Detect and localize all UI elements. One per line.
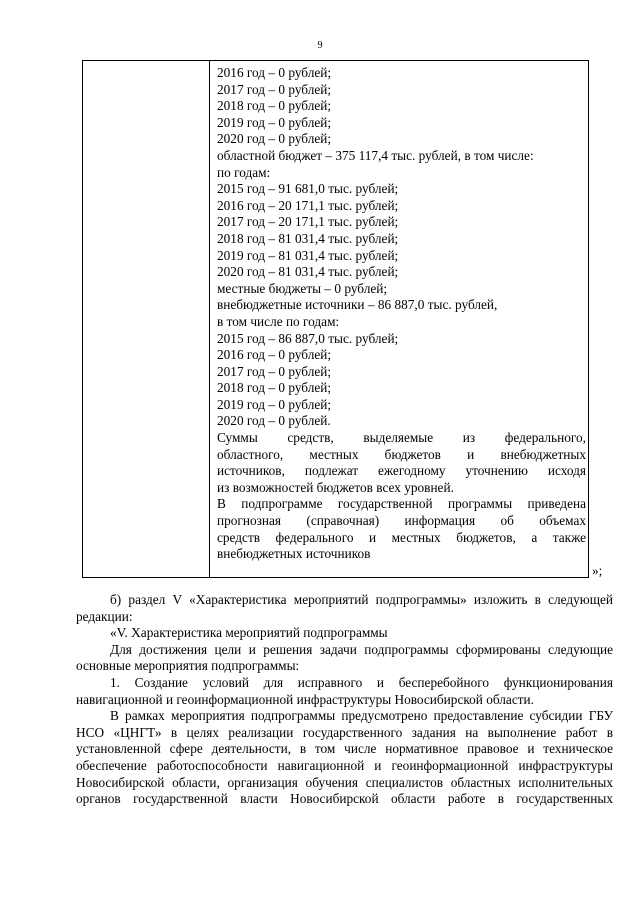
cell-line: 2018 год – 0 рублей; (217, 98, 332, 114)
cell-line: из возможностей бюджетов всех уровней. (217, 479, 454, 495)
cell-line: 2016 год – 0 рублей; (217, 347, 332, 363)
cell-line: областной бюджет – 375 117,4 тыс. рублей, в том числе: (217, 147, 534, 163)
cell-line: 2020 год – 0 рублей; (217, 131, 332, 147)
cell-line: 2015 год – 86 887,0 тыс. рублей; (217, 330, 399, 346)
cell-line: прогнозная (справочная) информация об объемах (217, 513, 586, 529)
paragraph-goal: Для достижения цели и решения задачи подпрограммы сформированы следующие основные мероприятия подпрограммы: (76, 641, 613, 674)
cell-line: 2017 год – 0 рублей; (217, 363, 332, 379)
paragraph-section-amendment: б) раздел V «Характеристика мероприятий подпрограммы» изложить в следующей редакции: (76, 592, 613, 624)
table-financing-cell (217, 65, 586, 563)
table-column-divider (209, 61, 210, 577)
cell-line: 2017 год – 20 171,1 тыс. рублей; (217, 214, 399, 230)
cell-line: местные бюджеты – 0 рублей; (217, 280, 388, 296)
cell-line: 2019 год – 0 рублей; (217, 114, 332, 130)
cell-line: 2019 год – 81 031,4 тыс. рублей; (217, 247, 399, 263)
cell-line: В подпрограмме государственной программы приведена (217, 496, 586, 512)
cell-line: внебюджетные источники – 86 887,0 тыс. рублей, (217, 297, 498, 313)
page-number: 9 (317, 40, 323, 51)
cell-line: 2016 год – 20 171,1 тыс. рублей; (217, 197, 399, 213)
section-heading: «V. Характеристика мероприятий подпрограммы (110, 625, 388, 641)
cell-line: 2016 год – 0 рублей; (217, 65, 332, 80)
cell-line: 2019 год – 0 рублей; (217, 396, 332, 412)
cell-line: 2017 год – 0 рублей; (217, 81, 332, 97)
cell-line: 2020 год – 81 031,4 тыс. рублей; (217, 264, 399, 280)
cell-line: 2018 год – 0 рублей; (217, 380, 332, 396)
paragraph-item-1: 1. Создание условий для исправного и бесперебойного функционирования навигационной и геоинформационной инфраструктуры Новосибирской области. (76, 674, 613, 707)
cell-line: 2020 год – 0 рублей. (217, 413, 331, 429)
cell-line: в том числе по годам: (217, 313, 340, 329)
cell-line: областного, местных бюджетов и внебюджетных (217, 446, 586, 462)
cell-line: Суммы средств, выделяемые из федерального, (217, 430, 586, 446)
cell-line: 2018 год – 81 031,4 тыс. рублей; (217, 230, 399, 246)
cell-line: источников, подлежат ежегодному уточнению исходя (217, 463, 586, 479)
closing-quote-mark: »; (592, 563, 603, 578)
cell-line: по годам: (217, 164, 271, 180)
paragraph-measure: В рамках мероприятия подпрограммы предусмотрено предоставление субсидии ГБУ НСО «ЦНГТ» в целях реализации государственного задания на выполнение работ в установленной сфере деятельности, в том числе нормативное правовое и техническое обеспечение работоспособности навигационной и геоинформационной инфраструктуры Новосибирской области, организация обучения специалистов областных исполнительных органов государственной власти Новосибирской области работе в государственных (76, 708, 613, 807)
financing-table (82, 60, 589, 578)
cell-line: внебюджетных источников (217, 546, 371, 562)
document-body (76, 592, 613, 808)
cell-line: средств федерального и местных бюджетов, а также (217, 529, 586, 545)
cell-line: 2015 год – 91 681,0 тыс. рублей; (217, 181, 399, 197)
